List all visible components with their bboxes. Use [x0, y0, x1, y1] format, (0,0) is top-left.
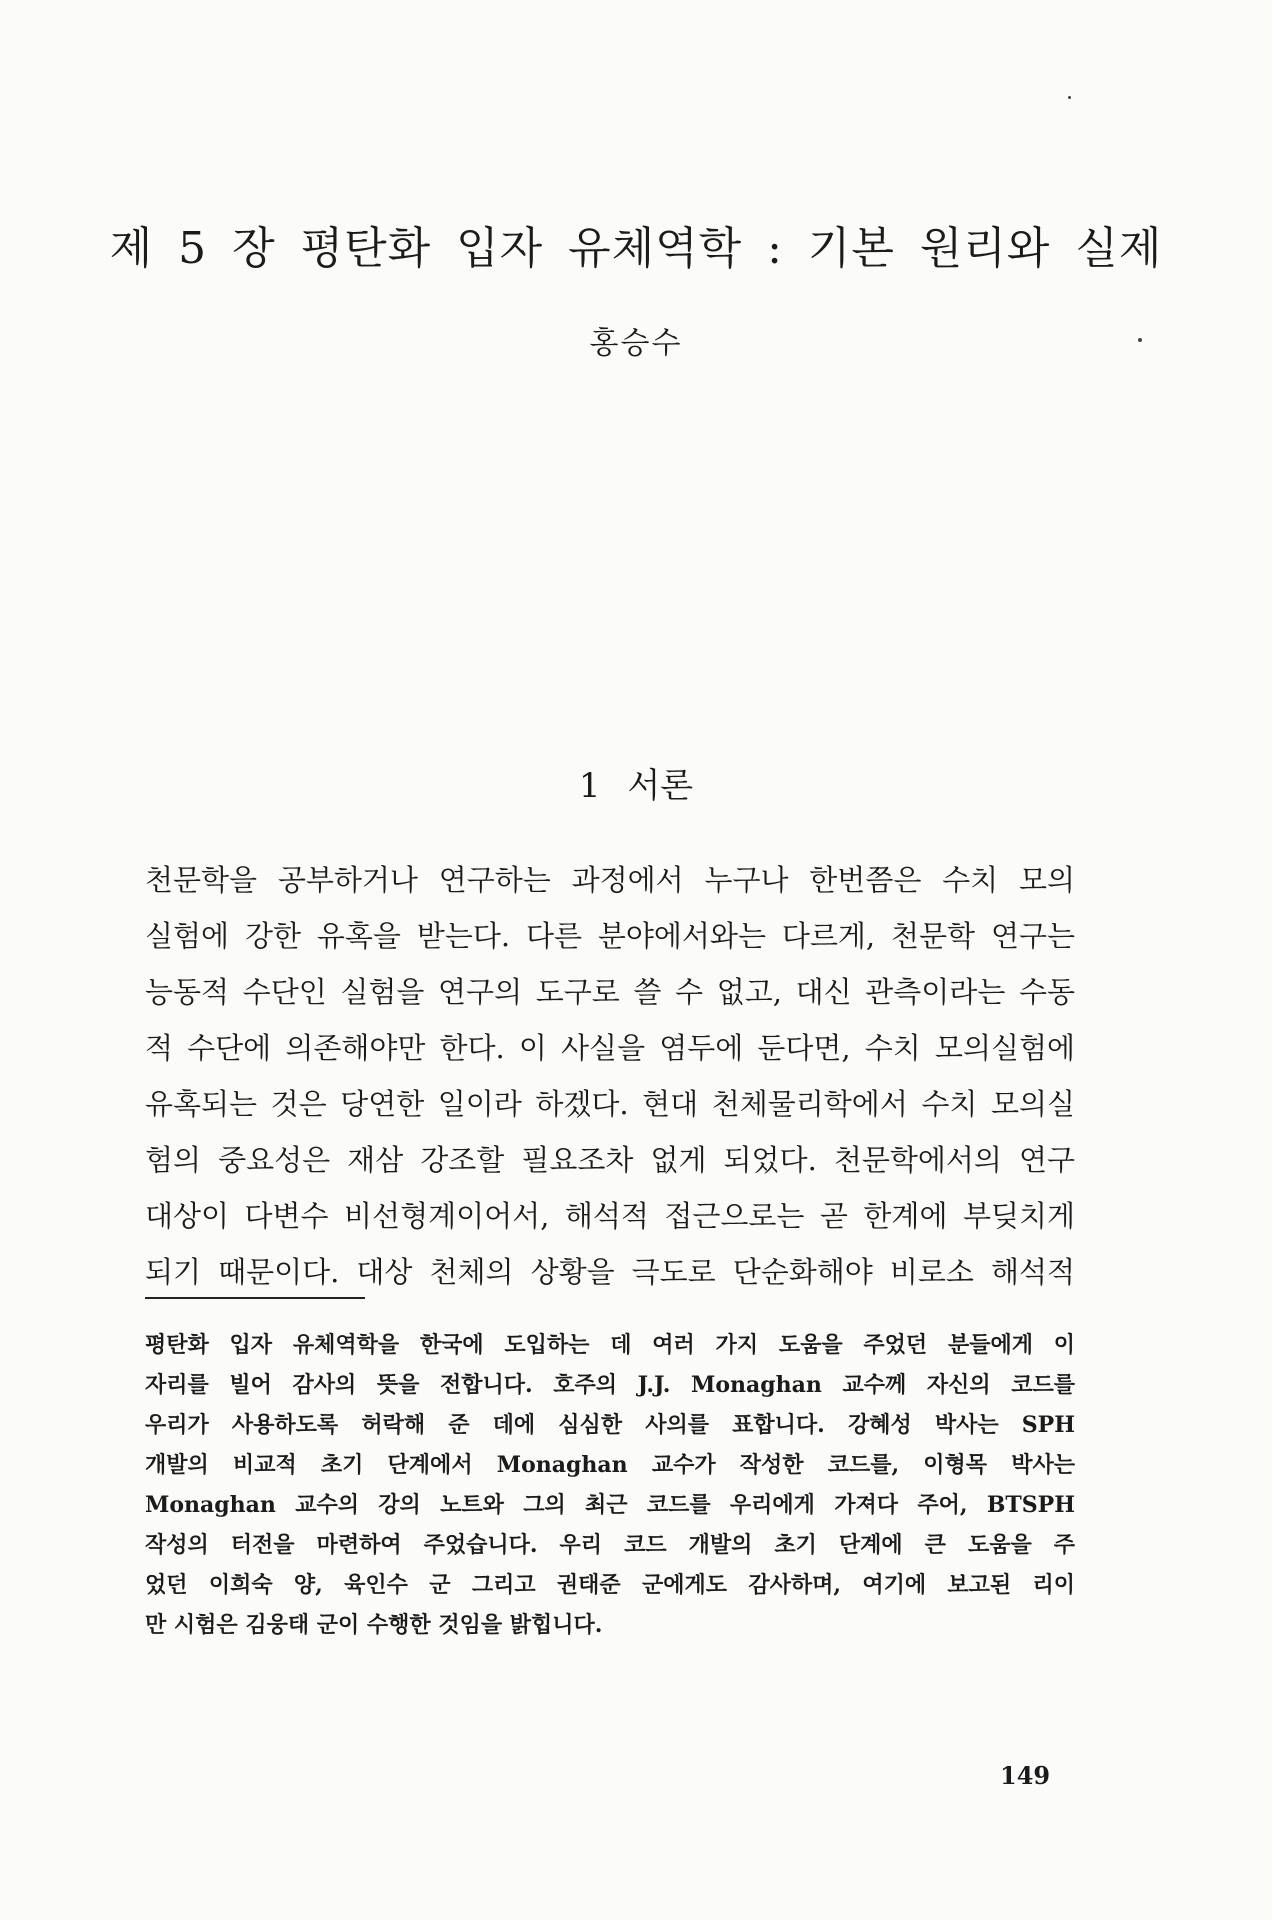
- footnote-line: 자리를 빌어 감사의 뜻을 전합니다. 호주의 J.J. Monaghan 교수께 자신의 코드를: [145, 1372, 1075, 1398]
- body-line: 험의 중요성은 재삼 강조할 필요조차 없게 되었다. 천문학에서의 연구: [145, 1143, 1075, 1177]
- body-line: 되기 때문이다. 대상 천체의 상황을 극도로 단순화해야 비로소 해석적: [145, 1255, 1075, 1289]
- footnote-line: 만 시험은 김웅태 군이 수행한 것임을 밝힙니다.: [145, 1612, 603, 1638]
- body-line: 천문학을 공부하거나 연구하는 과정에서 누구나 한번쯤은 수치 모의: [145, 863, 1075, 897]
- footnote-line: 우리가 사용하도록 허락해 준 데에 심심한 사의를 표합니다. 강혜성 박사는 SPH: [145, 1412, 1075, 1438]
- scan-speck: [1068, 96, 1071, 99]
- footnote-divider: [145, 1297, 365, 1299]
- footnote: [145, 1325, 1075, 1645]
- footnote-line: 었던 이희숙 양, 육인수 군 그리고 권태준 군에게도 감사하며, 여기에 보고된 리이: [145, 1572, 1075, 1598]
- footnote-line: 평탄화 입자 유체역학을 한국에 도입하는 데 여러 가지 도움을 주었던 분들에게 이: [145, 1332, 1075, 1358]
- body-line: 실험에 강한 유혹을 받는다. 다른 분야에서와는 다르게, 천문학 연구는: [145, 919, 1075, 953]
- section-heading: 1 서론: [578, 766, 694, 806]
- chapter-title: 제 5 장 평탄화 입자 유체역학 : 기본 원리와 실제: [109, 223, 1163, 274]
- body-line: 능동적 수단인 실험을 연구의 도구로 쓸 수 없고, 대신 관측이라는 수동: [145, 975, 1075, 1009]
- body-line: 적 수단에 의존해야만 한다. 이 사실을 염두에 둔다면, 수치 모의실험에: [145, 1031, 1075, 1065]
- body-line: 대상이 다변수 비선형계이어서, 해석적 접근으로는 곧 한계에 부딪치게: [145, 1199, 1075, 1233]
- body-line: 유혹되는 것은 당연한 일이라 하겠다. 현대 천체물리학에서 수치 모의실: [145, 1087, 1075, 1121]
- body-paragraph: [145, 852, 1075, 1300]
- footnote-line: Monaghan 교수의 강의 노트와 그의 최근 코드를 우리에게 가져다 주어, BTSPH: [145, 1492, 1075, 1518]
- footnote-line: 작성의 터전을 마련하여 주었습니다. 우리 코드 개발의 초기 단계에 큰 도움을 주: [145, 1532, 1075, 1558]
- author-name: 홍승수: [589, 326, 683, 361]
- page-number: 149: [1000, 1761, 1051, 1790]
- footnote-line: 개발의 비교적 초기 단계에서 Monaghan 교수가 작성한 코드를, 이형목 박사는: [145, 1452, 1075, 1478]
